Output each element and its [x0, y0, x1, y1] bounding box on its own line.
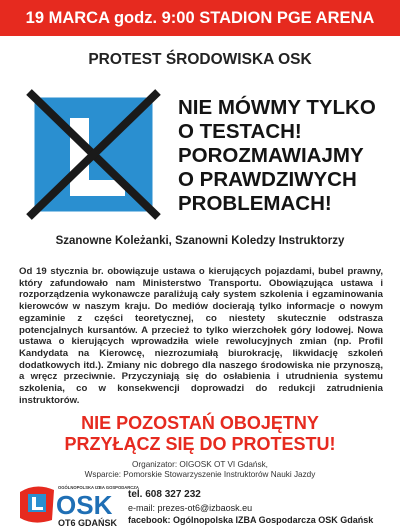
protest-title: PROTEST ŚRODOWISKA OSK — [88, 51, 312, 68]
osk-logo — [18, 480, 139, 529]
headline-line: O TESTACH! — [178, 120, 302, 143]
email-address[interactable]: e-mail: prezes-ot6@izbaosk.eu — [128, 502, 253, 513]
call-to-action-line: NIE POZOSTAŃ OBOJĘTNY — [81, 413, 319, 433]
crossed-learner-sign-icon — [25, 88, 162, 221]
call-to-action — [0, 413, 400, 455]
headline-line: NIE MÓWMY TYLKO — [178, 96, 376, 119]
svg-text:OSK: OSK — [56, 490, 113, 520]
contact-info — [128, 489, 398, 527]
greeting: Szanowne Koleżanki, Szanowni Koledzy Instruktorzy — [55, 235, 345, 247]
organizer-info — [0, 460, 400, 480]
svg-text:OT6 GDAŃSK: OT6 GDAŃSK — [58, 518, 118, 528]
headline-line: O PRAWDZIWYCH — [178, 168, 357, 191]
facebook-line — [128, 514, 398, 527]
organizer-line: Organizator: OIGOSK OT VI Gdańsk, — [132, 460, 268, 469]
date-banner: 19 MARCA godz. 9:00 STADION PGE ARENA — [0, 0, 400, 36]
svg-text:OGÓLNOPOLSKA IZBA GOSPODARCZA: OGÓLNOPOLSKA IZBA GOSPODARCZA — [58, 485, 139, 490]
body-paragraph: Od 19 stycznia br. obowiązuje ustawa o kierujących pojazdami, bubel prawny, który zafundowało nam Ministerstwo Transportu. Obowiązująca ustawa i rozporządzenia wykonawcze paraliżują cały system szkolenia i egzaminowania kierowców w naszym kraju. Do mediów docierają tylko informacje o nowym egzaminie z części teoretycznej, co niestety skutecznie odstrasza potencjalnych kursantów. A przecież to tylko wierzchołek góry lodowej. Nowa ustawa o kierujących wprowadziła wiele rewolucyjnych zmian (np. Profil Kandydata na Kierowcę, niezrozumiałą biurokrację, likwidację szkoleń dodatkowych itd.). Zmiany nic dobrego dla naszego środowiska nie przynoszą, a wręcz przeciwnie. Przyczyniają się do osłabienia i utrudnienia systemu szkolenia, co w konsekwencji doprowadzi do redukcji zatrudnienia instruktorów. — [19, 266, 383, 406]
headline-line: POROZMAWIAJMY — [178, 144, 364, 167]
headline-line: PROBLEMACH! — [178, 192, 332, 215]
support-line: Wsparcie: Pomorskie Stowarzyszenie Instruktorów Nauki Jazdy — [84, 470, 316, 479]
phone-number: tel. 608 327 232 — [128, 489, 201, 500]
facebook-page[interactable]: Ogólnopolska IZBA Gospodarcza OSK Gdańsk — [170, 515, 374, 525]
headline — [178, 96, 393, 216]
call-to-action-line: PRZYŁĄCZ SIĘ DO PROTESTU! — [64, 434, 336, 454]
facebook-label: facebook: — [128, 515, 171, 525]
